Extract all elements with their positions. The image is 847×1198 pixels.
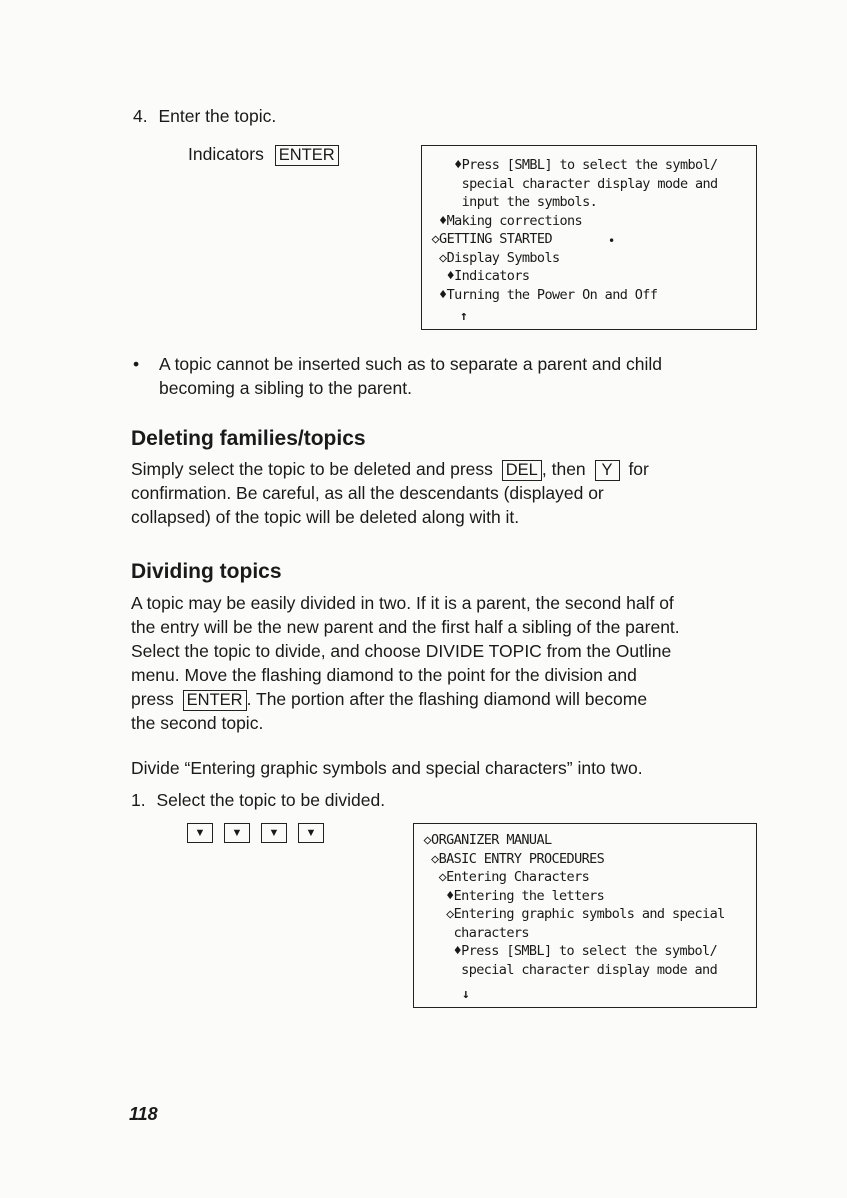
screen-line: ♦Making corrections [424, 212, 583, 229]
screen-line: ♦Press [SMBL] to select the symbol/ [416, 943, 718, 959]
screen-line: ◇ORGANIZER MANUAL [416, 832, 552, 848]
bullet-icon: • [133, 354, 140, 374]
deleting-heading: Deleting families/topics [131, 427, 366, 450]
screen-line: ◇GETTING STARTED [424, 231, 552, 247]
note-line: A topic cannot be inserted such as to separate a parent and child [159, 354, 662, 374]
screen-line: special character display mode and [424, 175, 718, 192]
enter-key: ENTER [275, 145, 339, 166]
dividing-line: the second topic. [131, 713, 264, 733]
indicators-line [188, 142, 339, 166]
screen-line: ♦Entering the letters [416, 887, 605, 904]
text-span: , then [541, 459, 586, 479]
dividing-line: Select the topic to divide, and choose DIVIDE TOPIC from the Outline [131, 641, 672, 661]
y-key: Y [595, 460, 620, 481]
text-span: press [131, 689, 174, 709]
step-text: Select the topic to be divided. [156, 790, 386, 810]
scroll-up-arrow-icon: ↑ [460, 309, 468, 324]
text-span: for [628, 459, 649, 479]
indicators-label: Indicators [188, 144, 264, 164]
del-key: DEL [502, 460, 542, 481]
screen-line: ◇Entering graphic symbols and special [416, 906, 725, 922]
lcd-screen-2 [413, 823, 757, 1008]
step-text: Enter the topic. [158, 106, 277, 126]
page-number: 118 [129, 1104, 158, 1124]
down-key-icon: ▼ [224, 823, 250, 843]
screen-line: ♦Press [SMBL] to select the symbol/ [424, 157, 718, 173]
deleting-line: confirmation. Be careful, as all the descendants (displayed or [131, 483, 604, 503]
down-key-icon: ▼ [298, 823, 324, 843]
down-keys [187, 823, 335, 843]
screen-line: ◇Display Symbols [424, 249, 560, 266]
dividing-line: menu. Move the flashing diamond to the point for the division and [131, 665, 637, 685]
screen-line: characters [416, 924, 529, 941]
down-key-icon: ▼ [261, 823, 287, 843]
screen-line: ◇Entering Characters [416, 869, 590, 885]
lcd-screen-1 [421, 145, 757, 330]
screen-line: ♦Indicators [424, 268, 530, 284]
dividing-paragraph [131, 591, 791, 735]
enter-key: ENTER [183, 690, 247, 711]
step-1 [131, 788, 385, 812]
cursor-dot: • [608, 234, 615, 248]
dividing-line: the entry will be the new parent and the first half a sibling of the parent. [131, 617, 680, 637]
step-number: 4. [133, 106, 148, 126]
scroll-down-arrow-icon: ↓ [462, 987, 470, 1002]
note-line: becoming a sibling to the parent. [159, 378, 412, 398]
text-span: Simply select the topic to be deleted and press [131, 459, 493, 479]
deleting-line: collapsed) of the topic will be deleted along with it. [131, 507, 520, 527]
note [133, 352, 662, 400]
deleting-paragraph [131, 457, 771, 529]
step-number: 1. [131, 790, 146, 810]
dividing-line: A topic may be easily divided in two. If it is a parent, the second half of [131, 593, 674, 613]
example-text: Divide “Entering graphic symbols and special characters” into two. [131, 758, 643, 778]
screen-line: special character display mode and [416, 961, 718, 978]
screen-line: ♦Turning the Power On and Off [424, 286, 658, 303]
dividing-heading: Dividing topics [131, 560, 282, 583]
down-key-icon: ▼ [187, 823, 213, 843]
screen-line: input the symbols. [424, 194, 598, 210]
text-span: . The portion after the flashing diamond will become [246, 689, 648, 709]
screen-line: ◇BASIC ENTRY PROCEDURES [416, 850, 605, 867]
step-4 [133, 104, 276, 128]
